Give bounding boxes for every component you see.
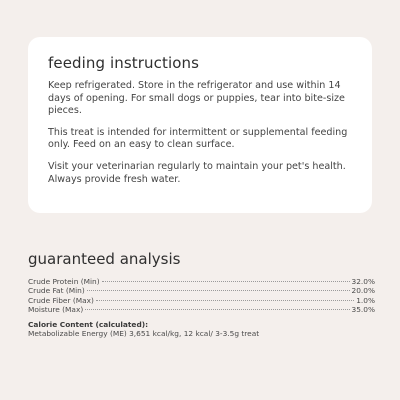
analysis-row-label: Crude Fat (Min) [28, 286, 85, 296]
calorie-content-heading: Calorie Content (calculated): [28, 319, 149, 329]
analysis-row-label: Crude Fiber (Max) [28, 295, 94, 305]
calorie-content [28, 320, 375, 339]
dot-leader [87, 290, 350, 291]
dot-leader [102, 281, 350, 282]
dot-leader [85, 309, 349, 310]
analysis-row-moisture [28, 305, 375, 314]
analysis-row-crude-fat [28, 286, 375, 295]
analysis-row-value: 1.0% [356, 295, 375, 305]
analysis-row-crude-fiber [28, 296, 375, 305]
analysis-row-value: 20.0% [351, 286, 375, 296]
feeding-paragraph-usage: This treat is intended for intermittent or supplemental feeding only. Feed on an easy to clean surface. [48, 126, 348, 151]
analysis-row-label: Moisture (Max) [28, 305, 84, 315]
analysis-row-crude-protein [28, 277, 375, 286]
analysis-row-value: 35.0% [351, 305, 375, 315]
feeding-paragraph-storage: Keep refrigerated. Store in the refrigerator and use within 14 days of opening. For small dogs or puppies, tear into bite-size pieces. [48, 80, 345, 117]
feeding-instructions-card [28, 37, 372, 213]
calorie-content-text: Metabolizable Energy (ME) 3,651 kcal/kg, 12 kcal/ 3-3.5g treat [28, 329, 260, 339]
feeding-instructions-heading: feeding instructions [48, 54, 200, 72]
guaranteed-analysis-section [28, 250, 375, 339]
guaranteed-analysis-heading: guaranteed analysis [28, 250, 181, 268]
analysis-row-label: Crude Protein (Min) [28, 277, 100, 286]
dot-leader [96, 300, 354, 301]
analysis-row-value: 32.0% [351, 277, 375, 286]
feeding-paragraph-veterinarian: Visit your veterinarian regularly to maintain your pet's health. Always provide fresh water. [48, 160, 346, 185]
